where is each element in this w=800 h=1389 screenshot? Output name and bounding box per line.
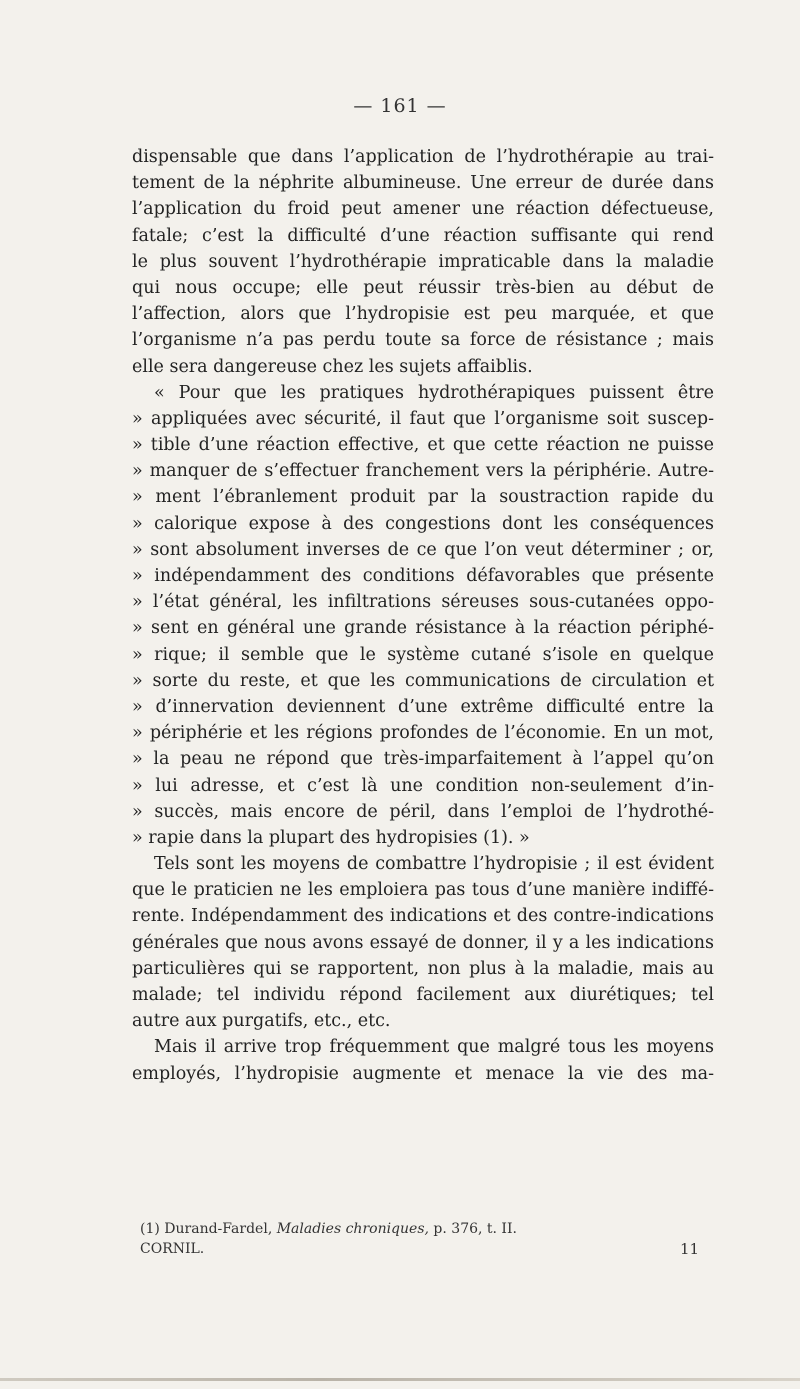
text-line: employés, l’hydropisie augmente et menace la vie des ma- — [132, 1063, 714, 1084]
text-line: tement de la néphrite albumineuse. Une erreur de durée dans — [132, 173, 714, 194]
text-line: Tels sont les moyens de combattre l’hydropisie ; il est évident — [154, 854, 714, 875]
quote-line: » succès, mais encore de péril, dans l’emploi de l’hydrothé- — [132, 801, 714, 822]
text-line: que le praticien ne les emploiera pas tous d’une manière indiffé- — [132, 880, 714, 901]
footnote-title: Maladies chroniques, — [276, 1221, 429, 1237]
quote-line: » l’état général, les infiltrations séreuses sous-cutanées oppo- — [132, 592, 714, 613]
quote-line: » lui adresse, et c’est là une condition non-seulement d’in- — [132, 775, 714, 796]
quote-line: » périphérie et les régions profondes de l’économie. En un mot, — [132, 723, 714, 744]
quote-line: » sorte du reste, et que les communications de circulation et — [132, 670, 714, 691]
quote-line: » indépendamment des conditions défavorables que présente — [132, 566, 714, 586]
text-line: dispensable que dans l’application de l’hydrothérapie au trai- — [132, 147, 714, 167]
quote-line: » rique; il semble que le système cutané s’isole en quelque — [132, 644, 714, 665]
quote-line: » sent en général une grande résistance à la réaction périphé- — [132, 618, 714, 639]
text-line: l’organisme n’a pas perdu toute sa force de résistance ; mais — [132, 330, 714, 351]
quote-line: « Pour que les pratiques hydrothérapiques puissent être — [154, 382, 714, 403]
quote-line: » appliquées avec sécurité, il faut que l’organisme soit suscep- — [132, 408, 714, 429]
footnote-marker: (1) — [140, 1221, 160, 1237]
text-line: générales que nous avons essayé de donner, il y a les indications — [132, 932, 714, 953]
gathering-number: 11 — [680, 1240, 700, 1258]
quote-line: » calorique expose à des congestions dont les conséquences — [132, 513, 714, 534]
printer-signature-mark: CORNIL. — [140, 1241, 205, 1257]
text-line: l’affection, alors que l’hydropisie est peu marquée, et que — [132, 304, 714, 325]
footnote-citation — [140, 1219, 700, 1239]
quote-line: » tible d’une réaction effective, et que cette réaction ne puisse — [132, 435, 714, 456]
quote-line: » sont absolument inverses de ce que l’on veut déterminer ; or, — [132, 539, 714, 560]
footnote-author: Durand-Fardel, — [164, 1221, 273, 1237]
quote-line: » rapie dans la plupart des hydropisies (1). » — [132, 827, 530, 848]
page-number: — 161 — — [353, 95, 447, 117]
text-line: particulières qui se rapportent, non plus à la maladie, mais au — [132, 958, 714, 979]
text-line: l’application du froid peut amener une réaction défectueuse, — [132, 199, 714, 220]
quote-line: » d’innervation deviennent d’une extrême difficulté entre la — [132, 696, 714, 717]
quote-line: » manquer de s’effectuer franchement vers la périphérie. Autre- — [132, 461, 714, 482]
quote-line: » la peau ne répond que très-imparfaitement à l’appel qu’on — [132, 749, 714, 770]
text-line: malade; tel individu répond facilement aux diurétiques; tel — [132, 985, 714, 1005]
body-text — [132, 144, 714, 1087]
footnote — [140, 1219, 700, 1259]
page-edge-divider — [0, 1378, 800, 1381]
text-line: autre aux purgatifs, etc., etc. — [132, 1011, 391, 1032]
footnote-reference: p. 376, t. II. — [433, 1221, 517, 1237]
quote-line: » ment l’ébranlement produit par la soustraction rapide du — [132, 487, 714, 508]
text-line: qui nous occupe; elle peut réussir très-bien au début de — [132, 277, 714, 298]
text-line: elle sera dangereuse chez les sujets affaiblis. — [132, 356, 533, 377]
text-line: Mais il arrive trop fréquemment que malgré tous les moyens — [154, 1037, 714, 1058]
text-line: fatale; c’est la difficulté d’une réaction suffisante qui rend — [132, 225, 714, 246]
text-line: rente. Indépendamment des indications et des contre-indications — [132, 906, 714, 927]
text-line: le plus souvent l’hydrothérapie impraticable dans la maladie — [132, 251, 714, 272]
